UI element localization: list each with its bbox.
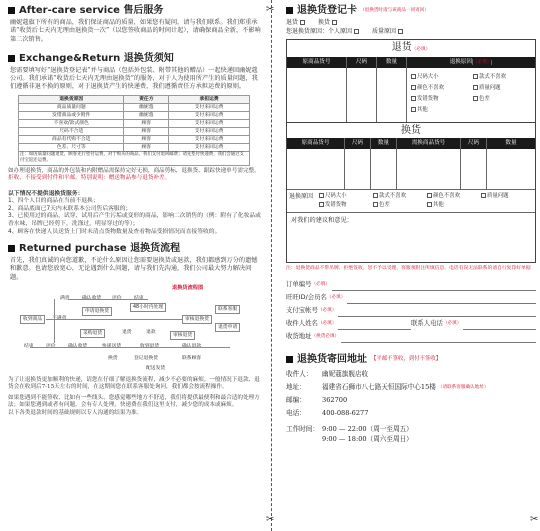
checkbox-icon[interactable] [427, 193, 432, 198]
table-note-row [19, 151, 250, 165]
warning-red-text: 拒收、不接受到付件和平邮。特别说明：赠送物品参与退货补差。 [8, 175, 171, 182]
mailing-label: 邮编： [286, 396, 306, 404]
flow-node: 退款 [146, 330, 156, 336]
scissors-icon: ✂ [266, 514, 275, 525]
flow-node: 确认退款 [182, 344, 202, 350]
exchange-reason-row [287, 189, 535, 212]
reason-label: 款式不喜欢 [479, 74, 506, 80]
flow-node: 满意 [60, 296, 70, 302]
flow-node: 评价 [46, 344, 56, 350]
type-exchange-label: 换货 [317, 19, 330, 26]
mailing-row [286, 394, 534, 407]
reason-self-label: 您退换货原因：个人原因 [286, 28, 353, 35]
table-header-cell: 责任方 [124, 95, 169, 103]
exchange-table-header [287, 138, 535, 149]
reason-label: 发错货物 [417, 96, 439, 102]
return-cell[interactable] [377, 68, 407, 122]
table-note: 注：如因质量问题退货，顾客先行垫付运费，对于购买的商品，我们支付退回邮费；请先垫付快递费，我们会通过支付宝返还运费。 [19, 151, 250, 165]
table-cell: 色差、尺寸等 [19, 143, 124, 151]
reason-option[interactable] [317, 192, 371, 201]
flow-node: 评价 [112, 296, 122, 302]
square-bullet-icon [286, 356, 293, 363]
section-title: 退换货登记卡 [297, 5, 357, 16]
reason-option[interactable] [409, 83, 471, 94]
checkbox-icon[interactable] [411, 107, 416, 112]
exchange-cell[interactable] [397, 149, 461, 189]
flow-line [46, 319, 182, 320]
policy-column [0, 0, 268, 531]
table-cell: 支付来回运费 [169, 135, 250, 143]
work-hours [286, 424, 534, 444]
checkbox-icon[interactable] [300, 20, 305, 25]
after-care-heading [8, 4, 262, 17]
flow-node: 审核退货 [170, 331, 195, 340]
table-cell: 发错商品或少附件 [19, 111, 124, 119]
mailing-value: 幽妮蔻旗舰店收 [322, 370, 369, 378]
register-warning: 注：退换货商品不带吊牌、拒绝签收，恕不予以受理，客服须附注所填信息，电话有误无法联系的请自行复印好单据 [286, 266, 531, 271]
mailing-heading [286, 353, 534, 366]
checkbox-icon[interactable] [354, 29, 359, 34]
field-input-line[interactable] [341, 334, 536, 343]
return-table-header [287, 57, 535, 68]
responsibility-table [18, 95, 250, 166]
header-cell: 尺码 [461, 138, 487, 149]
table-cell: 支付来回运费 [169, 119, 250, 127]
flow-node: 审核退换货 [182, 315, 212, 324]
flow-notes-c: 以下各类退款时间的基础规则以专人沟通的结果为准。 [8, 409, 143, 416]
work-times [322, 424, 413, 444]
form-field[interactable] [286, 304, 536, 317]
section-title: Exchange&Return 退换货须知 [19, 52, 174, 64]
checkbox-icon[interactable] [319, 202, 324, 207]
return-cell[interactable] [287, 68, 347, 122]
reason-label: 发错货物 [325, 202, 347, 208]
header-cell-text: 退换原因 [449, 59, 472, 65]
reason-option[interactable] [479, 192, 533, 201]
mailing-value: 362700 [322, 396, 348, 404]
table-cell: 幽妮蔻 [124, 103, 169, 111]
reason-option[interactable] [371, 192, 425, 201]
table-row [19, 103, 250, 111]
mailing-row [286, 407, 534, 420]
table-cell: 支付来回运费 [169, 103, 250, 111]
section-title: 退换货寄回地址 [297, 354, 367, 365]
flow-node: 收到退货 [140, 344, 160, 350]
mailing-value: 福建省石狮市八七路天恒国际中心15楼 [322, 383, 436, 391]
table-cell: 尺码不合适 [19, 127, 124, 135]
exchange-warning [8, 168, 262, 183]
field-input-line[interactable] [338, 321, 411, 330]
form-field[interactable] [286, 291, 536, 304]
checkbox-icon[interactable] [427, 202, 432, 207]
flow-node: 采购退货 [80, 329, 105, 338]
header-cell: 数量 [377, 57, 407, 68]
table-header-cell: 承担运费 [169, 95, 250, 103]
flow-node: 申请退换货 [82, 307, 112, 316]
table-cell: 幽妮蔻 [124, 111, 169, 119]
flow-node: 换货 [108, 356, 118, 362]
checkbox-icon[interactable] [332, 20, 337, 25]
reason-label: 色差 [379, 202, 390, 208]
field-input-line[interactable] [332, 282, 536, 291]
flow-node: 联系客服 [215, 305, 240, 314]
return-table-body [287, 68, 535, 122]
reason-option[interactable] [471, 94, 533, 105]
exchange-table-body [287, 149, 535, 189]
exchange-text: 您需要填写好“退换货登记表”并与商品（包括外包装、附带其他的赠品）一起快递回幽妮蔻公司。我们承诺“收货后七天内无理由退换货”的服务，对于人为使用所产生的质量问题，我们遵循非退不换的原则，对于退换货产生的快递费，我们遵循责任方承担运费的原则。 [10, 66, 258, 91]
table-row [19, 143, 250, 151]
reason-label: 尺码大小 [325, 193, 347, 199]
reason-label: 颜色不喜欢 [433, 193, 460, 199]
mailing-value-note: （请联系客服确认地址） [437, 385, 489, 390]
table-cell: 顾客 [124, 143, 169, 151]
field-note: （必填） [442, 321, 462, 326]
form-field[interactable] [286, 317, 536, 330]
reason-label: 其他 [433, 202, 444, 208]
field-input-line[interactable] [347, 295, 536, 304]
flow-line [30, 347, 230, 348]
flow-notes-a: 为了让退换货更加顺利的快递，请您在仔细了解退换货流程，减少不必要的麻烦。一般情况下退款、退货会在收到后7-15天左右的时间，在这期间您在联系客服处询问，我们都会按流程操作。 [8, 377, 260, 391]
exchange-cell[interactable] [487, 149, 535, 189]
flow-node: 48小时内处理 [130, 303, 166, 312]
work-time-weekday: 9:00 — 22:00（周一至周五） [322, 425, 413, 433]
return-title: 退货 [391, 42, 412, 53]
list-item: 3、已使用过的商品，试穿、试用后产生污垢或变形的商品，影响二次销售的（例：附有了化妆品或香水味，吊牌已经剪下，洗涤过，明显穿过的等）； [8, 213, 261, 227]
table-row [19, 119, 250, 127]
checkbox-icon[interactable] [473, 74, 478, 79]
section-title: After-care service 售后服务 [19, 5, 164, 16]
flow-node: 确认收货 [82, 296, 102, 302]
reason-option[interactable] [471, 83, 533, 94]
reason-option[interactable] [409, 72, 471, 83]
reason-option[interactable] [317, 201, 371, 210]
table-cell: 商品有代购不合适 [19, 135, 124, 143]
reason-option[interactable] [425, 201, 479, 210]
checkbox-icon[interactable] [473, 85, 478, 90]
flow-node: 收到商品 [20, 315, 45, 324]
work-label: 工作时间： [286, 425, 319, 433]
header-cell [407, 57, 535, 68]
return-flowchart [20, 285, 256, 373]
register-column [280, 0, 538, 531]
return-cell[interactable] [347, 68, 377, 122]
table-cell: 支付来回运费 [169, 127, 250, 135]
checkbox-icon[interactable] [373, 202, 378, 207]
reason-label: 颜色不喜欢 [417, 85, 444, 91]
exchange-cell[interactable] [371, 149, 397, 189]
mailing-rows [286, 368, 534, 420]
header-cell: 需换商品货号 [397, 138, 461, 149]
square-bullet-icon [8, 55, 15, 62]
mailing-label: 收件人： [286, 370, 313, 378]
list-item: 1、四个人目的商品在当前不退换； [8, 198, 99, 205]
reason-option[interactable] [425, 192, 479, 201]
mailing-label: 电话： [286, 409, 306, 417]
warning-text: 如办理退换货，商品的外包装和内附赠品需保持完好无损，商品剪标，退换货、跟踪快递单号需完整。 [8, 167, 260, 174]
field-input-line[interactable] [463, 321, 536, 330]
flow-node: 结束 [24, 344, 34, 350]
flow-node: 登记退换货 [134, 356, 158, 362]
square-bullet-icon [8, 7, 15, 14]
exchange-reason-label: 退换原因 [289, 193, 314, 200]
reason-label: 质量问题 [479, 85, 501, 91]
field-input-line[interactable] [338, 308, 536, 317]
field-label: 收货地址 [286, 332, 312, 340]
checkbox-icon[interactable] [411, 85, 416, 90]
form-field[interactable] [286, 278, 536, 291]
reason-label: 款式不喜欢 [379, 193, 406, 199]
field-note: （必填） [311, 282, 330, 287]
field-label: 支付宝帐号 [286, 306, 318, 314]
flow-node: 退货申请 [215, 323, 240, 332]
flow-node: 不满意 [52, 316, 67, 322]
register-type-row [286, 18, 534, 27]
reason-option[interactable] [371, 201, 425, 210]
header-cell: 原商品货号 [287, 57, 347, 68]
reason-quality-label: 质量原因 [371, 28, 396, 35]
scissors-icon: ✂ [266, 4, 275, 15]
table-cell: 顾客 [124, 119, 169, 127]
header-cell: 数量 [505, 140, 517, 146]
mailing-value: 400-088-6277 [322, 409, 369, 417]
exchange-box-title: 换货 [401, 125, 421, 136]
reason-label: 质量问题 [487, 193, 509, 199]
mailing-label: 地址： [286, 383, 306, 391]
field-label: 联系人电话 [411, 319, 443, 327]
reason-option[interactable] [471, 72, 533, 83]
mailing-note: 【平邮不签收，到付不签收】 [371, 356, 442, 362]
exchange-cell[interactable] [345, 149, 371, 189]
reason-label: 尺码大小 [417, 74, 439, 80]
work-time-weekend: 9:00 — 18:00（周六至周日） [322, 435, 413, 443]
checkbox-icon[interactable] [373, 193, 378, 198]
header-cell-note: （必填） [473, 60, 492, 65]
type-return-label: 退货 [286, 19, 299, 26]
reason-label: 其他 [417, 107, 428, 113]
flow-node: 快递送货 [102, 344, 122, 350]
reason-option[interactable] [409, 94, 471, 105]
table-cell: 不喜欢/款式颜色 [19, 119, 124, 127]
field-label: 收件人姓名 [286, 319, 318, 327]
checkbox-icon[interactable] [398, 29, 403, 34]
no-return-list [8, 198, 262, 236]
reason-label: 色差 [479, 96, 490, 102]
list-item: 4、顾客在快递人员送货上门时未清点货物数量及查看物品受损情况而直接签收的。 [8, 228, 221, 235]
table-header-cell: 退换货原因 [19, 95, 124, 103]
header-cell: 尺码 [347, 57, 377, 68]
mailing-row [286, 381, 534, 394]
form-field[interactable] [286, 330, 536, 343]
checkbox-icon[interactable] [411, 96, 416, 101]
suggestion-area[interactable] [287, 212, 535, 262]
header-cell: 原商品货号 [287, 138, 345, 149]
reason-option[interactable] [409, 105, 471, 116]
cut-line [271, 0, 272, 531]
flow-node: 结束 [134, 296, 144, 302]
field-note: （必填） [317, 321, 337, 326]
exchange-reasons [317, 192, 533, 210]
field-label: 订单编号 [286, 280, 312, 288]
header-cell: 数量 [371, 138, 397, 149]
table-cell: 顾客 [124, 135, 169, 143]
header-cell: 尺码 [345, 138, 371, 149]
return-reasons [407, 68, 535, 122]
table-cell: 商品质量问题 [19, 103, 124, 111]
register-heading [286, 4, 534, 17]
table-row [19, 135, 250, 143]
flow-node: 配送发货 [146, 366, 166, 372]
after-care-text: 幽妮蔻旗下所有的商品，我们保证商品的质量，如果您有疑问，请与我们联系。我们郑重承诺“收货后七天内无理由退换货一次”（以您签收商品的时间计起），请确保商品全新，不影响第二次销售。 [10, 19, 261, 43]
checkbox-icon[interactable] [473, 96, 478, 101]
exchange-heading [8, 52, 262, 65]
flow-line [68, 299, 148, 300]
exchange-cell[interactable] [461, 149, 487, 189]
register-title-note: （退换货时请与该商品一同寄回） [360, 8, 429, 13]
flow-title: 退换货流程图 [172, 285, 204, 292]
returned-heading [8, 242, 262, 255]
mailing-row [286, 368, 534, 381]
flow-node: 确认收货 [68, 344, 88, 350]
field-label: 旺旺ID/会员名 [286, 293, 327, 301]
checkbox-icon[interactable] [481, 193, 486, 198]
contact-fields [286, 278, 536, 343]
table-cell: 支付来回运费 [169, 111, 250, 119]
return-box-title [287, 40, 535, 57]
square-bullet-icon [8, 245, 15, 252]
flow-node: 退货 [122, 330, 132, 336]
table-cell: 顾客 [124, 127, 169, 135]
table-cell: 支付来回运费 [169, 143, 250, 151]
flow-node: 联系顾客 [182, 356, 202, 362]
return-box [286, 39, 536, 123]
register-reason-row [286, 27, 534, 36]
section-title: Returned purchase 退换货流程 [19, 243, 181, 255]
field-note: （必填） [326, 295, 346, 300]
field-note: （必填） [317, 308, 337, 313]
flow-notes-b: 如果您遇到不能签收、比如有一些线头、您感觉哪些地方不舒适，我们将提供最便利和最合适的处理方法；如果您遇到或者有问题，会有专人处理，快递费在我们这里支付，减少您的成本或麻烦。 [8, 394, 260, 409]
field-note: （换货必填） [311, 334, 340, 339]
list-item: 2、商品底面已7天内未联系本公司售后客服的； [8, 205, 132, 212]
returned-text: 首先，我们真诚的向您道歉，不论什么原因让您需要退换货或退款，我们都感到万分的遗憾和歉意。也请您放宽心，无论遇到什么问题，请与我们先沟通，我们公司最大努力解决问题。 [10, 257, 258, 281]
exchange-box [286, 123, 536, 263]
table-row [19, 127, 250, 135]
exchange-cell[interactable] [287, 149, 345, 189]
flow-line [54, 299, 55, 347]
table-row [19, 111, 250, 119]
suggestion-label: 对我们的建议和意见： [291, 217, 353, 224]
checkbox-icon[interactable] [319, 193, 324, 198]
checkbox-icon[interactable] [411, 74, 416, 79]
square-bullet-icon [286, 7, 293, 14]
return-title-note: （必填） [411, 47, 431, 52]
scissors-icon: ✂ [530, 514, 539, 525]
no-return-title: 以下情况不提供退换货服务： [8, 190, 84, 197]
